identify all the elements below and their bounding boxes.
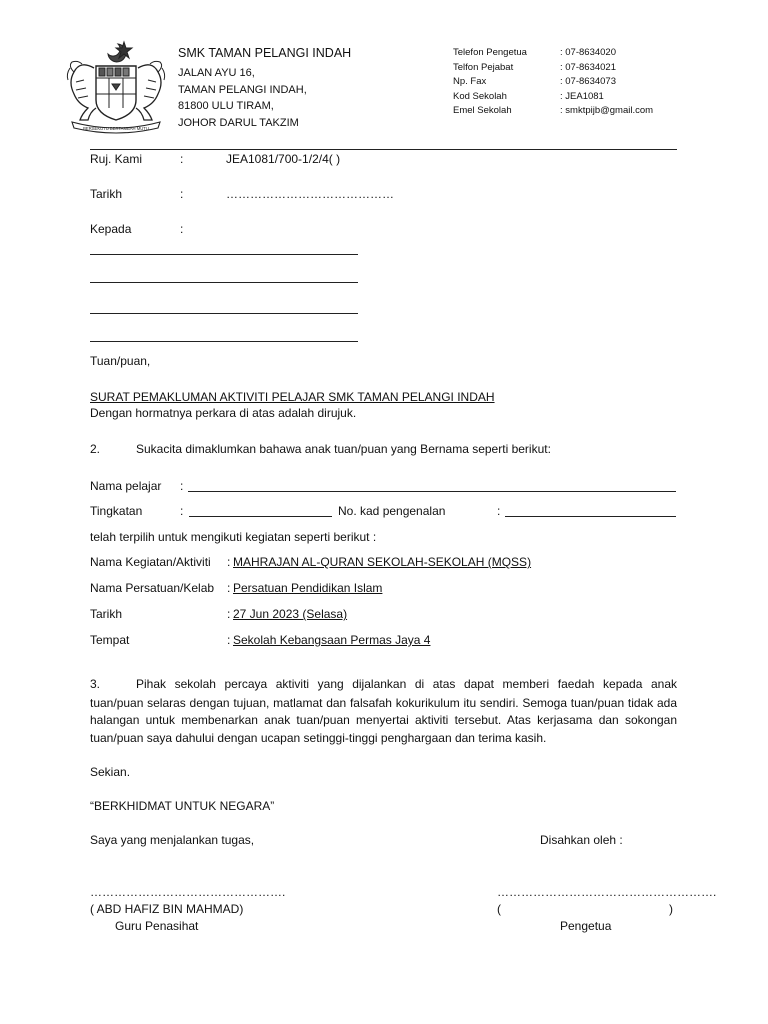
nama-pelajar-field[interactable] <box>188 491 676 492</box>
signature-line-right: ………………………………………………. <box>497 885 717 899</box>
contact-row <box>453 104 693 119</box>
kepada-colon: : <box>180 222 184 236</box>
contact-value: : smktpijb@gmail.com <box>560 105 654 116</box>
tingkatan-label: Tingkatan <box>90 504 143 518</box>
para3-first-line: Pihak sekolah percaya aktiviti yang dijalankan di atas dapat memberi faedah kepada anak <box>136 677 677 691</box>
para2-number: 2. <box>90 442 101 456</box>
venue-label: Tempat <box>90 633 130 647</box>
closing: Sekian. <box>90 765 131 779</box>
ruj-colon: : <box>180 152 184 166</box>
contact-value: : 07-8634020 <box>560 47 616 58</box>
recipient-line <box>90 313 358 314</box>
contact-row <box>453 46 693 61</box>
venue-value: Sekolah Kebangsaan Permas Jaya 4 <box>233 633 431 647</box>
tingkatan-colon: : <box>180 504 184 518</box>
para2-text: Sukacita dimaklumkan bahawa anak tuan/puan yang Bernama seperti berikut: <box>136 442 551 456</box>
recipient-line <box>90 341 358 342</box>
address-line-2: TAMAN PELANGI INDAH, <box>178 83 307 96</box>
signer-name: ( ABD HAFIZ BIN MAHMAD) <box>90 902 244 916</box>
ruj-value: JEA1081/700-1/2/4( ) <box>226 152 341 166</box>
school-name: SMK TAMAN PELANGI INDAH <box>178 46 352 60</box>
principal-name-open: ( <box>497 902 501 916</box>
contact-row <box>453 75 693 90</box>
contact-row <box>453 61 693 76</box>
tarikh-label: Tarikh <box>90 187 123 201</box>
ic-field[interactable] <box>505 516 676 517</box>
activity-value: MAHRAJAN AL-QURAN SEKOLAH-SEKOLAH (MQSS) <box>233 555 532 569</box>
selected-text: telah terpilih untuk mengikuti kegiatan seperti berikut : <box>90 530 377 544</box>
contact-label: Telefon Pengetua <box>453 47 527 58</box>
tingkatan-field[interactable] <box>189 516 332 517</box>
nama-pelajar-colon: : <box>180 479 184 493</box>
salutation: Tuan/puan, <box>90 354 151 368</box>
address-line-1: JALAN AYU 16, <box>178 67 255 79</box>
signature-line-left: …………………………………………. <box>90 885 286 899</box>
contact-row <box>453 90 693 105</box>
recipient-line <box>90 254 358 255</box>
ic-label: No. kad pengenalan <box>338 504 446 518</box>
date-label: Tarikh <box>90 607 123 621</box>
kepada-label: Kepada <box>90 222 132 236</box>
contact-value: : 07-8634021 <box>560 61 616 73</box>
letterhead-divider <box>90 149 677 150</box>
recipient-line <box>90 282 358 283</box>
school-crest <box>60 38 172 136</box>
venue-colon: : <box>227 633 231 647</box>
contact-value: : 07-8634073 <box>560 76 616 87</box>
ruj-label: Ruj. Kami <box>90 152 143 166</box>
para3-body: tuan/puan selaras dengan tujuan, matlamat dan falsafah kokurikulum itu sendiri. Semoga tuan/puan tidak ada halangan untuk membenarkan anak tuan/puan menyertai aktiviti tersebut. Atas kerjasama dan sokongan tuan/puan saya dahului dengan ucapan setinggi-tinggi penghargaan dan terima kasih. <box>90 695 677 745</box>
crest-emblem-icon <box>60 38 172 136</box>
club-label: Nama Persatuan/Kelab <box>90 581 215 595</box>
activity-colon: : <box>227 555 231 569</box>
motto: “BERKHIDMAT UNTUK NEGARA” <box>90 799 275 813</box>
para3-number: 3. <box>90 677 101 691</box>
contact-label: Np. Fax <box>453 76 487 87</box>
principal-title: Pengetua <box>560 919 612 933</box>
contact-label: Kod Sekolah <box>453 90 507 102</box>
tarikh-colon: : <box>180 187 184 201</box>
contact-block <box>453 46 693 119</box>
signer-title: Guru Penasihat <box>115 919 199 933</box>
contact-value: : JEA1081 <box>560 90 604 102</box>
address-line-3: 81800 ULU TIRAM, <box>178 100 274 112</box>
address-line-4: JOHOR DARUL TAKZIM <box>178 116 299 129</box>
letter-subject: SURAT PEMAKLUMAN AKTIVITI PELAJAR SMK TAMAN PELANGI INDAH <box>90 390 495 404</box>
contact-label: Telfon Pejabat <box>453 61 514 73</box>
tarikh-value: …………………………………… <box>226 187 394 201</box>
svg-text:BERSEKUTU BERTAMBAH MUTU: BERSEKUTU BERTAMBAH MUTU <box>83 126 149 131</box>
club-value: Persatuan Pendidikan Islam <box>233 581 383 595</box>
signoff-right: Disahkan oleh : <box>540 833 623 847</box>
date-value: 27 Jun 2023 (Selasa) <box>233 607 348 621</box>
club-colon: : <box>227 581 231 595</box>
ic-colon: : <box>497 504 501 518</box>
principal-name-close: ) <box>669 902 673 916</box>
date-colon: : <box>227 607 231 621</box>
contact-label: Emel Sekolah <box>453 105 512 116</box>
signoff-left: Saya yang menjalankan tugas, <box>90 833 255 847</box>
nama-pelajar-label: Nama pelajar <box>90 479 162 493</box>
activity-label: Nama Kegiatan/Aktiviti <box>90 555 211 569</box>
intro-text: Dengan hormatnya perkara di atas adalah dirujuk. <box>90 406 357 420</box>
